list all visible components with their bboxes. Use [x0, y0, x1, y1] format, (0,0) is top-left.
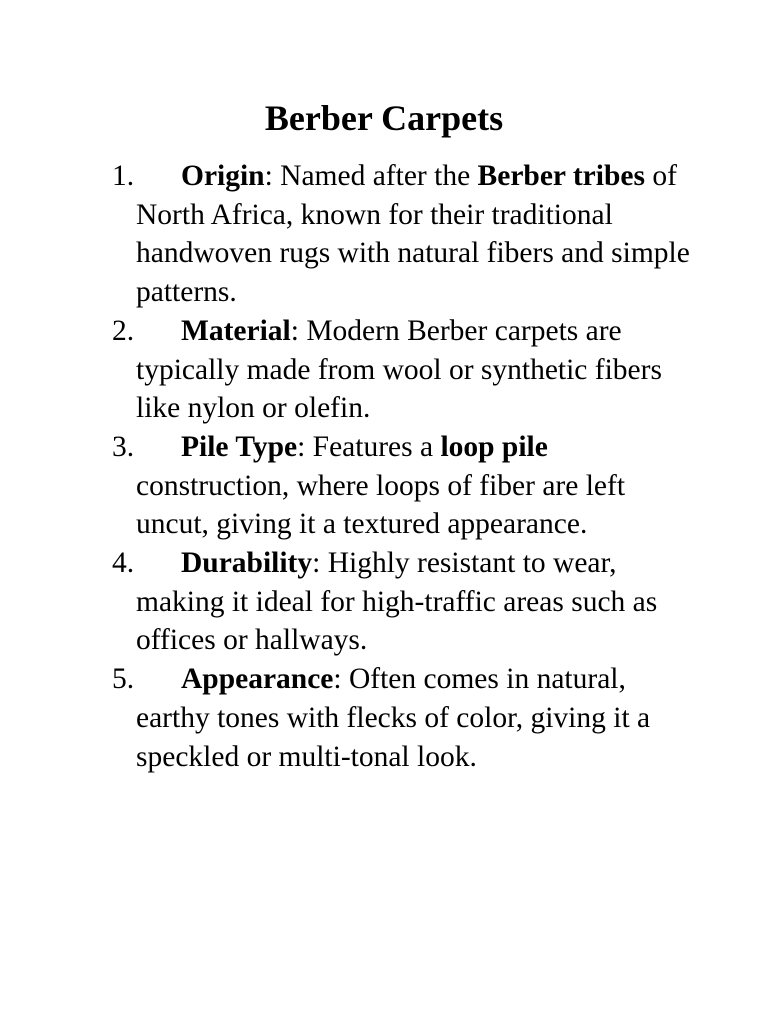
- item-text: construction, where loops of fiber are left uncut, giving it a textured appearance.: [136, 469, 626, 541]
- item-term: Pile Type: [181, 430, 298, 463]
- item-text: : Named after the: [264, 160, 478, 192]
- list-item-pile-type: [112, 428, 692, 544]
- item-number: 3.: [112, 430, 135, 463]
- item-number: 5.: [112, 663, 135, 696]
- item-text: : Features a: [297, 430, 441, 463]
- item-number: 4.: [112, 547, 135, 580]
- item-text: : Modern Berber carpets are typically made from wool or synthetic fibers like nylon or olefin.: [136, 314, 662, 425]
- item-number: 2.: [112, 314, 135, 347]
- item-term: Durability: [181, 547, 313, 580]
- list-item-durability: [112, 544, 692, 660]
- item-text: : Often comes in natural, earthy tones with flecks of color, giving it a speckled or multi-tonal look.: [136, 663, 651, 773]
- item-bold-phrase: Berber tribes: [477, 160, 645, 192]
- item-term: Appearance: [181, 663, 334, 696]
- list-item-material: [112, 312, 692, 428]
- document-title: Berber Carpets: [264, 98, 504, 138]
- item-text: of North Africa, known for their traditional handwoven rugs with natural fibers and simple patterns.: [136, 160, 690, 309]
- item-text: : Highly resistant to wear, making it ideal for high-traffic areas such as offices or hallways.: [136, 547, 658, 657]
- list-item-appearance: [112, 660, 692, 776]
- list-item-origin: [112, 157, 692, 312]
- item-term: Origin: [181, 160, 265, 192]
- item-number: 1.: [112, 160, 135, 192]
- item-term: Material: [181, 314, 291, 347]
- item-bold-phrase: loop pile: [440, 430, 548, 463]
- feature-list: [112, 157, 692, 776]
